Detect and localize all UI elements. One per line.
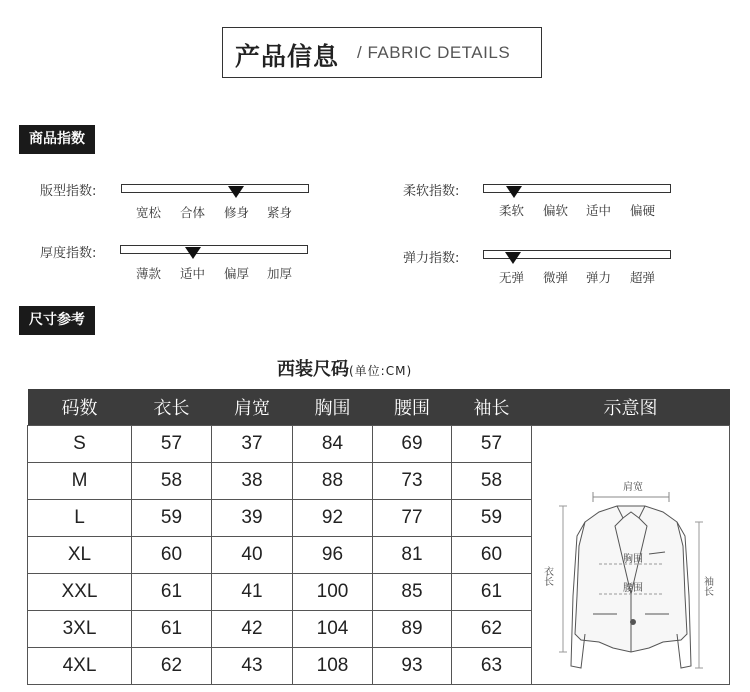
- table-cell: 4XL: [28, 647, 132, 684]
- index-label-fit: 版型指数:: [40, 184, 97, 199]
- index-label-softness: 柔软指数:: [403, 184, 460, 199]
- index-marker-softness: [506, 186, 522, 198]
- table-cell: 61: [452, 573, 532, 610]
- table-cell: 100: [293, 573, 373, 610]
- table-cell: 88: [293, 462, 373, 499]
- page-subtitle: / FABRIC DETAILS: [357, 43, 511, 62]
- table-cell: 3XL: [28, 610, 132, 647]
- table-cell: 41: [212, 573, 293, 610]
- page-title-box: [222, 27, 542, 78]
- column-header: 腰围: [373, 389, 452, 425]
- diagram-label-sleeve: 袖长: [701, 575, 712, 596]
- index-option: 宽松: [136, 205, 162, 220]
- table-cell: 58: [452, 462, 532, 499]
- index-label-thickness: 厚度指数:: [40, 246, 97, 261]
- index-option: 适中: [180, 266, 206, 281]
- diagram-label-shoulder: 肩宽: [622, 481, 643, 493]
- table-cell: 59: [132, 499, 212, 536]
- diagram-label-chest: 胸围: [622, 553, 643, 565]
- table-cell: 62: [132, 647, 212, 684]
- index-bar-fit: [121, 184, 309, 193]
- index-marker-thickness: [185, 247, 201, 259]
- table-cell: 89: [373, 610, 452, 647]
- index-bar-softness: [483, 184, 671, 193]
- column-header: 码数: [28, 389, 132, 425]
- table-cell: 39: [212, 499, 293, 536]
- suit-diagram-cell: [532, 425, 730, 684]
- table-cell: 73: [373, 462, 452, 499]
- table-cell: S: [28, 425, 132, 462]
- table-cell: 38: [212, 462, 293, 499]
- index-option: 超弹: [630, 270, 656, 285]
- table-cell: 57: [452, 425, 532, 462]
- index-option: 无弹: [499, 270, 525, 285]
- index-option: 偏厚: [224, 266, 250, 281]
- index-option: 微弹: [543, 270, 569, 285]
- suit-diagram: [533, 426, 729, 678]
- index-label-elasticity: 弹力指数:: [403, 251, 460, 266]
- index-option: 弹力: [586, 270, 612, 285]
- index-bar-elasticity: [483, 250, 671, 259]
- table-cell: 81: [373, 536, 452, 573]
- table-cell: 60: [132, 536, 212, 573]
- index-marker-elasticity: [505, 252, 521, 264]
- table-cell: XL: [28, 536, 132, 573]
- size-table-title-text: 西装尺码: [277, 359, 349, 380]
- table-cell: 40: [212, 536, 293, 573]
- index-option: 加厚: [267, 266, 293, 281]
- column-header: 胸围: [293, 389, 373, 425]
- section-label-product-index: 商品指数: [19, 125, 95, 154]
- column-header: 肩宽: [212, 389, 293, 425]
- diagram-label-length: 衣长: [541, 565, 552, 586]
- size-table-unit: (单位:CM): [349, 364, 413, 378]
- table-cell: M: [28, 462, 132, 499]
- table-cell: 42: [212, 610, 293, 647]
- column-header: 示意图: [532, 389, 730, 425]
- table-cell: 92: [293, 499, 373, 536]
- size-table-title: [277, 355, 412, 381]
- table-cell: 59: [452, 499, 532, 536]
- table-cell: 57: [132, 425, 212, 462]
- table-cell: XXL: [28, 573, 132, 610]
- index-option: 偏软: [543, 203, 569, 218]
- table-cell: 61: [132, 610, 212, 647]
- diagram-label-waist: 腰围: [622, 582, 643, 594]
- page-title: 产品信息: [235, 42, 340, 71]
- table-cell: 77: [373, 499, 452, 536]
- table-cell: 63: [452, 647, 532, 684]
- table-cell: 60: [452, 536, 532, 573]
- table-cell: 104: [293, 610, 373, 647]
- section-label-size-reference: 尺寸参考: [19, 306, 95, 335]
- table-cell: 43: [212, 647, 293, 684]
- table-cell: 37: [212, 425, 293, 462]
- table-cell: 69: [373, 425, 452, 462]
- index-bar-thickness: [120, 245, 308, 254]
- index-option: 适中: [586, 203, 612, 218]
- table-row: [28, 425, 730, 462]
- column-header: 衣长: [132, 389, 212, 425]
- index-marker-fit: [228, 186, 244, 198]
- table-cell: 58: [132, 462, 212, 499]
- table-cell: 93: [373, 647, 452, 684]
- table-cell: L: [28, 499, 132, 536]
- column-header: 袖长: [452, 389, 532, 425]
- size-table-header: [28, 389, 730, 425]
- table-cell: 62: [452, 610, 532, 647]
- table-cell: 85: [373, 573, 452, 610]
- index-option: 薄款: [136, 266, 162, 281]
- index-option: 柔软: [499, 203, 525, 218]
- index-option: 偏硬: [630, 203, 656, 218]
- index-option: 修身: [224, 205, 250, 220]
- table-cell: 61: [132, 573, 212, 610]
- index-option: 紧身: [267, 205, 293, 220]
- table-cell: 108: [293, 647, 373, 684]
- table-cell: 96: [293, 536, 373, 573]
- table-cell: 84: [293, 425, 373, 462]
- index-option: 合体: [180, 205, 206, 220]
- size-table: [27, 389, 730, 685]
